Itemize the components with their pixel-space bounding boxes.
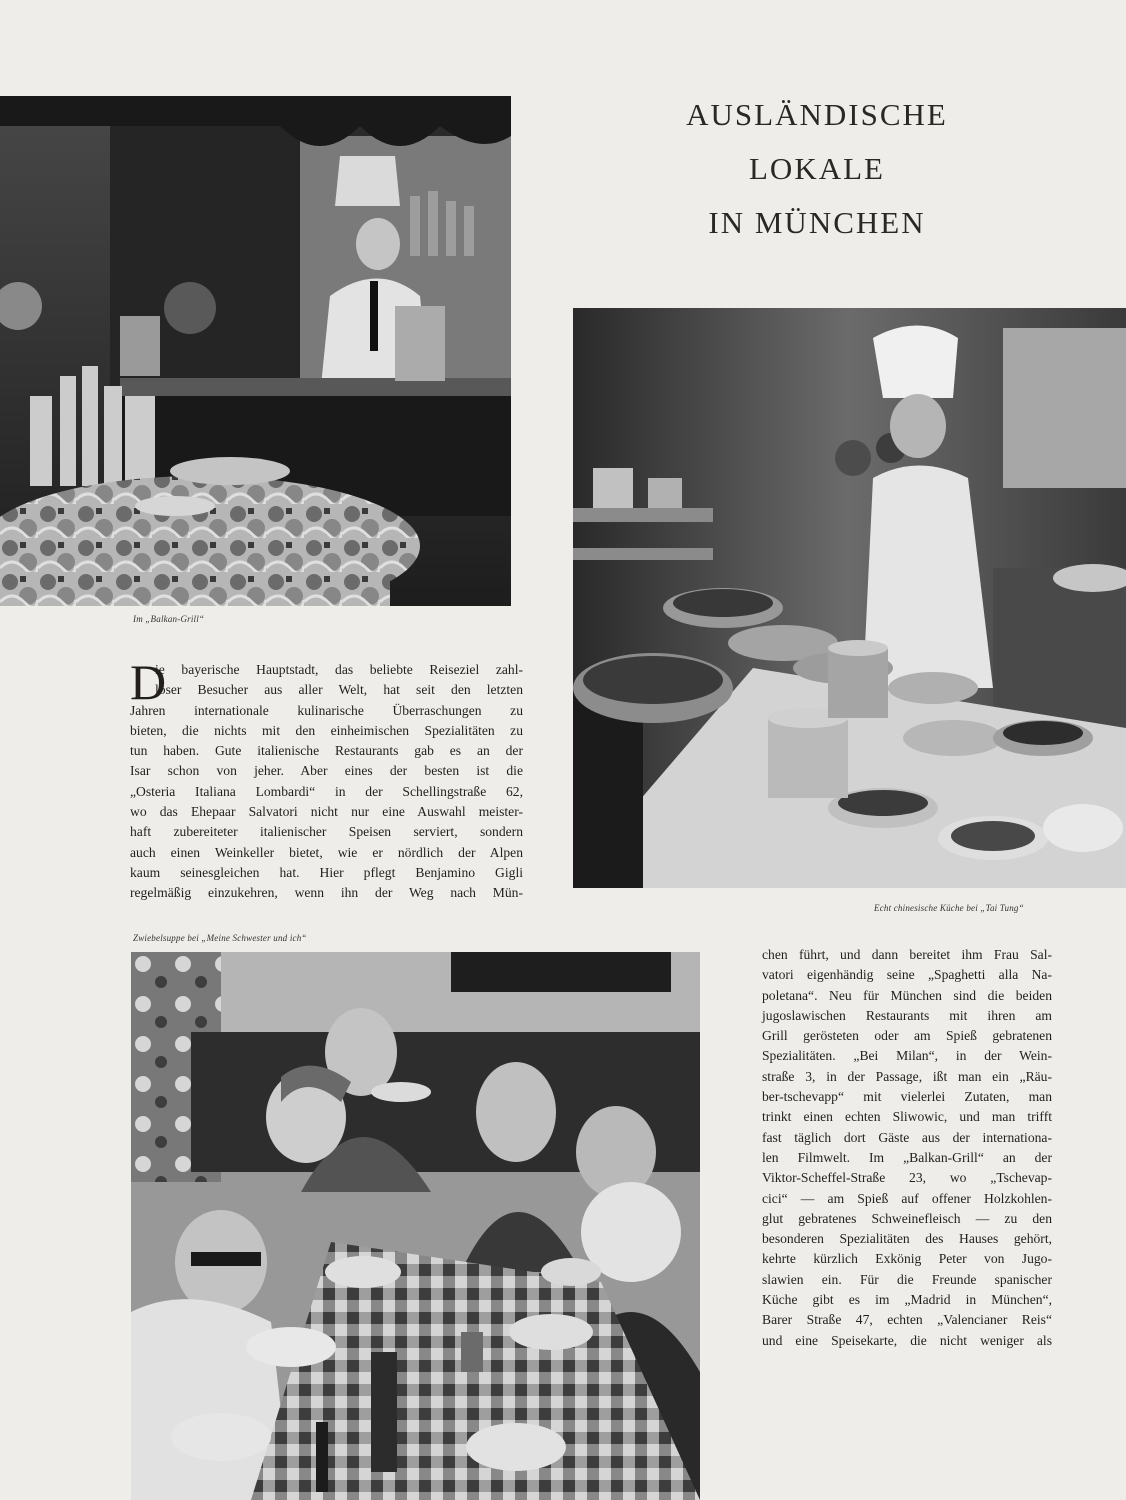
meine-schwester-caption: Zwiebelsuppe bei „Meine Schwester und ich“ <box>133 933 307 943</box>
tai-tung-image <box>573 308 1126 888</box>
col2-line: kehrte kürzlich Exkönig Peter von Jugo- <box>762 1251 1052 1267</box>
title-line-3: IN MÜNCHEN <box>708 205 926 240</box>
balkan-grill-image <box>0 96 511 606</box>
col2-line: cici“ — am Spieß auf offener Holzkohlen- <box>762 1190 1052 1206</box>
meine-schwester-image <box>131 952 700 1500</box>
dropcap: D <box>130 654 167 710</box>
article-column-1 <box>130 654 523 904</box>
col1-line: regelmäßig einzukehren, wenn ihn der Weg nach Mün- <box>130 885 523 901</box>
col1-line: wo das Ehepaar Salvatori nicht nur eine Auswahl meister- <box>130 804 523 820</box>
col2-line: chen führt, und dann bereitet ihm Frau Sal- <box>762 947 1052 962</box>
tai-tung-photo <box>573 308 1126 888</box>
col1-line: auch einen Weinkeller bietet, wie er nördlich der Alpen <box>130 844 523 860</box>
article-column-2 <box>762 945 1052 1351</box>
col2-line: jugoslawischen Restaurants mit ihren am <box>762 1007 1052 1023</box>
col2-line: fast täglich dort Gäste aus der internationa- <box>762 1129 1052 1145</box>
col2-line: straße 3, in der Passage, ißt man ein „Räu- <box>762 1068 1052 1084</box>
col2-line: Küche gibt es im „Madrid in München“, <box>762 1292 1052 1308</box>
col2-line: Grill gerösteten oder am Spieß gebratenen <box>762 1028 1052 1044</box>
balkan-grill-photo <box>0 96 511 606</box>
balkan-grill-caption: Im „Balkan-Grill“ <box>133 614 205 624</box>
col1-line: kaum seinesgleichen hat. Hier pflegt Benjamino Gigli <box>130 864 523 880</box>
col2-line: slawien ein. Für die Freunde spanischer <box>762 1271 1052 1287</box>
col1-line: ie bayerische Hauptstadt, das beliebte Reiseziel zahl- <box>155 662 523 677</box>
col1-line: „Osteria Italiana Lombardi“ in der Schellingstraße 62, <box>130 783 523 799</box>
col2-line: und eine Speisekarte, die nicht weniger als <box>762 1332 1052 1348</box>
col1-line: Jahren internationale kulinarische Überraschungen zu <box>130 702 523 718</box>
col2-line: poletana“. Neu für München sind die beiden <box>762 987 1052 1003</box>
col2-line: besonderen Spezialitäten des Hauses gehört, <box>762 1231 1052 1247</box>
col2-line: vatori eigenhändig seine „Spaghetti alla Na- <box>762 967 1052 983</box>
article-title <box>612 88 1022 250</box>
col2-line: Viktor-Scheffel-Straße 23, wo „Tschevap- <box>762 1170 1052 1186</box>
col1-line: loser Besucher aus aller Welt, hat seit den letzten <box>155 682 523 698</box>
col1-line: haft zubereiteter italienischer Speisen serviert, sondern <box>130 824 523 840</box>
col2-line: glut gebratenes Schweinefleisch — zu den <box>762 1210 1052 1226</box>
col2-line: Spezialitäten. „Bei Milan“, in der Wein- <box>762 1048 1052 1064</box>
col2-line: len Filmwelt. Im „Balkan-Grill“ an der <box>762 1149 1052 1165</box>
col1-line: Isar schon von jeher. Aber eines der besten ist die <box>130 763 523 779</box>
col1-line: tun haben. Gute italienische Restaurants gab es an der <box>130 743 523 759</box>
col2-line: Barer Straße 47, echten „Valencianer Reis“ <box>762 1312 1052 1328</box>
title-line-2: LOKALE <box>749 151 885 186</box>
title-line-1: AUSLÄNDISCHE <box>686 97 948 132</box>
col2-line: trinkt einen echten Sliwowic, und man trifft <box>762 1109 1052 1125</box>
tai-tung-caption: Echt chinesische Küche bei „Tai Tung“ <box>874 903 1024 913</box>
meine-schwester-photo <box>131 952 700 1500</box>
col2-line: ber-tschevapp“ mit vielerlei Zutaten, man <box>762 1089 1052 1105</box>
col1-line: bieten, die nichts mit den einheimischen Spezialitäten zu <box>130 722 523 738</box>
